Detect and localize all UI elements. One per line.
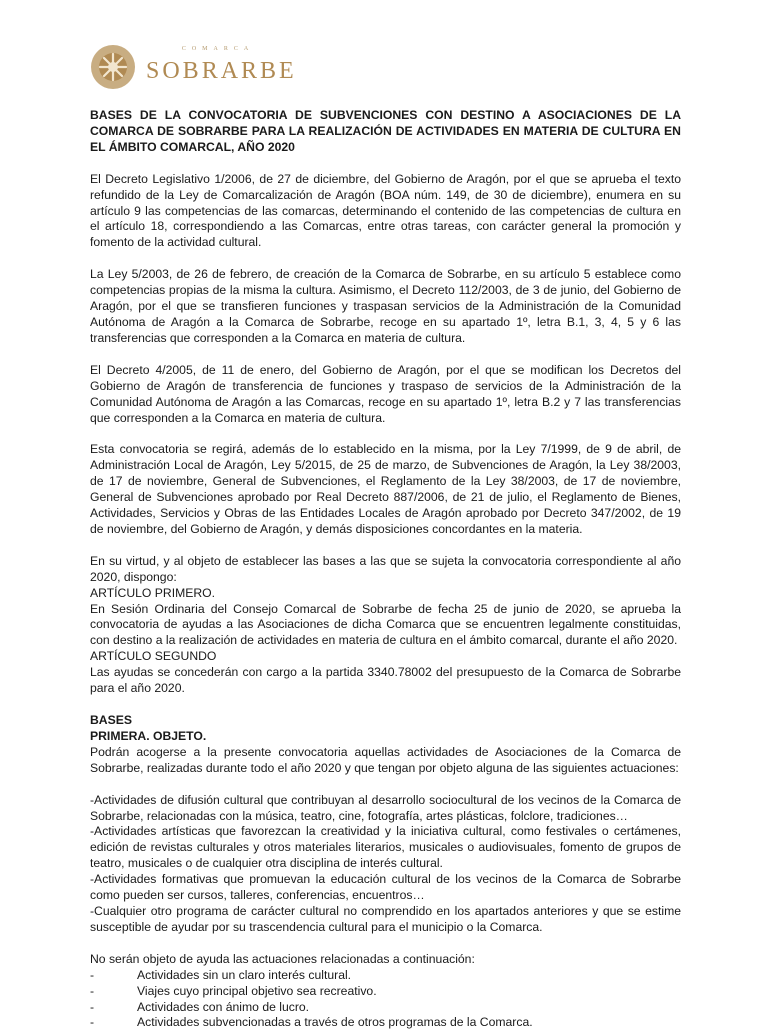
logo-subtitle: COMARCA [181,46,255,52]
list-dash: - [90,967,95,982]
paragraph-decreto-legislativo: El Decreto Legislativo 1/2006, de 27 de diciembre, del Gobierno de Aragón, por el que se aprueba el texto refundido de la Ley de Comarcalización de Aragón (BOA núm. 149, de 30 de diciembre), enumera en su artículo 9 las competencias de las comarcas, determinando el contenido de las competencias de cultura en el artículo 18, correspondiendo a las Comarcas, entre otras tareas, con carácter general la promoción y fomento de la actividad cultural. [90,171,681,250]
exclusion-text: Actividades sin un claro interés cultural. [137,967,352,982]
list-item: -Cualquier otro programa de carácter cultural no comprendido en los apartados anteriores y que se estime susceptible de ayudar por su trascendencia cultural para el municipio o la Comarca. [90,903,681,934]
logo-wordmark: SOBRARBE [146,58,297,84]
bases-intro: Podrán acogerse a la presente convocatoria aquellas actividades de Asociaciones de la Comarca de Sobrarbe, realizadas durante todo el año 2020 y que tengan por objeto alguna de las siguientes actuaciones: [90,744,681,775]
articulo-segundo-heading: ARTÍCULO SEGUNDO [90,649,217,664]
list-dash: - [90,999,95,1014]
document-title: BASES DE LA CONVOCATORIA DE SUBVENCIONES CON DESTINO A ASOCIACIONES DE LA COMARCA DE SOBRARBE PARA LA REALIZACIÓN DE ACTIVIDADES EN MATERIA DE CULTURA EN EL ÁMBITO COMARCAL, AÑO 2020 [90,108,681,154]
list-item: -Actividades artísticas que favorezcan la creatividad y la iniciativa cultural, como festivales o certámenes, edición de revistas culturales y otros materiales literarios, musicales o audiovisuales, fomento de grupos de teatro, musicales o de cualquier otra disciplina de interés cultural. [90,824,681,871]
list-dash: - [90,1015,95,1030]
articulo-segundo-text: Las ayudas se concederán con cargo a la partida 3340.78002 del presupuesto de la Comarca de Sobrarbe para el año 2020. [90,665,681,696]
paragraph-ley-5-2003: La Ley 5/2003, de 26 de febrero, de creación de la Comarca de Sobrarbe, en su artículo 5 establece como competencias propias de la misma la cultura. Asimismo, el Decreto 112/2003, de 3 de junio, del Gobierno de Aragón, por el que se transfieren funciones y traspasan servicios de la Administración de la Comunidad Autónoma de Aragón a la Comarca de Sobrarbe, recoge en su apartado 1º, letra B.1, 3, 4, 5 y 6 las transferencias que corresponden a la Comarca en materia de cultura. [90,267,681,345]
list-item: -Actividades formativas que promuevan la educación cultural de los vecinos de la Comarca de Sobrarbe como pueden ser cursos, talleres, conferencias, encuentros… [90,872,681,903]
paragraph-decreto-4-2005: El Decreto 4/2005, de 11 de enero, del Gobierno de Aragón, por el que se modifican los Decretos del Gobierno de Aragón de transferencia de funciones y traspaso de servicios de la Administración de la Comunidad Autónoma de Aragón a las Comarcas, recoge en su apartado 1º, letra B.2 y 7 las transferencias que corresponden a la Comarca en materia de cultura. [90,362,681,425]
list-item: -Actividades de difusión cultural que contribuyan al desarrollo sociocultural de los vecinos de la Comarca de Sobrarbe, relacionadas con la música, teatro, cine, fotografía, artes plásticas, folclore, tradiciones… [90,792,681,823]
exclusion-item [90,984,681,1000]
paragraph-normativa: Esta convocatoria se regirá, además de lo establecido en la misma, por la Ley 7/1999, de 9 de abril, de Administración Local de Aragón, Ley 5/2015, de 25 de marzo, de Subvenciones de Aragón, la Ley 38/2003, de 17 de noviembre, General de Subvenciones, el Reglamento de la Ley 38/2003, de 17 de noviembre, General de Subvenciones aprobado por Real Decreto 887/2006, de 21 de julio, el Reglamento de Bienes, Actividades, Servicios y Obras de las Entidades Locales de Aragón aprobado por Decreto 347/2002, de 19 de noviembre, del Gobierno de Aragón, y demás disposiciones concordantes en la materia. [90,442,681,536]
exclusion-text: Viajes cuyo principal objetivo sea recreativo. [137,983,377,998]
articulo-primero-text: En Sesión Ordinaria del Consejo Comarcal de Sobrarbe de fecha 25 de junio de 2020, se aprueba la convocatoria de ayudas a las Asociaciones de dicha Comarca que se encuentren legalmente constituidas, con destino a la realización de actividades en materia de cultura en el ámbito comarcal, durante el año 2020. [90,601,681,648]
bases-heading: BASES [90,713,132,727]
exclusion-item [90,1015,681,1031]
comarca-sobrarbe-logo [88,40,298,96]
exclusion-text: Actividades subvencionadas a través de otros programas de la Comarca. [137,1015,533,1030]
exclusions-intro: No serán objeto de ayuda las actuaciones relacionadas a continuación: [90,951,475,966]
document-body [90,108,681,1031]
articulo-primero-heading: ARTÍCULO PRIMERO. [90,585,216,600]
exclusion-item [90,1000,681,1016]
primera-objeto-heading: PRIMERA. OBJETO. [90,728,207,743]
paragraph-dispongo: En su virtud, y al objeto de establecer las bases a las que se sujeta la convocatoria correspondiente al año 2020, dispongo: [90,553,681,584]
exclusion-text: Actividades con ánimo de lucro. [137,999,310,1014]
exclusion-item [90,968,681,984]
list-dash: - [90,983,95,998]
sun-emblem-icon [88,42,138,92]
